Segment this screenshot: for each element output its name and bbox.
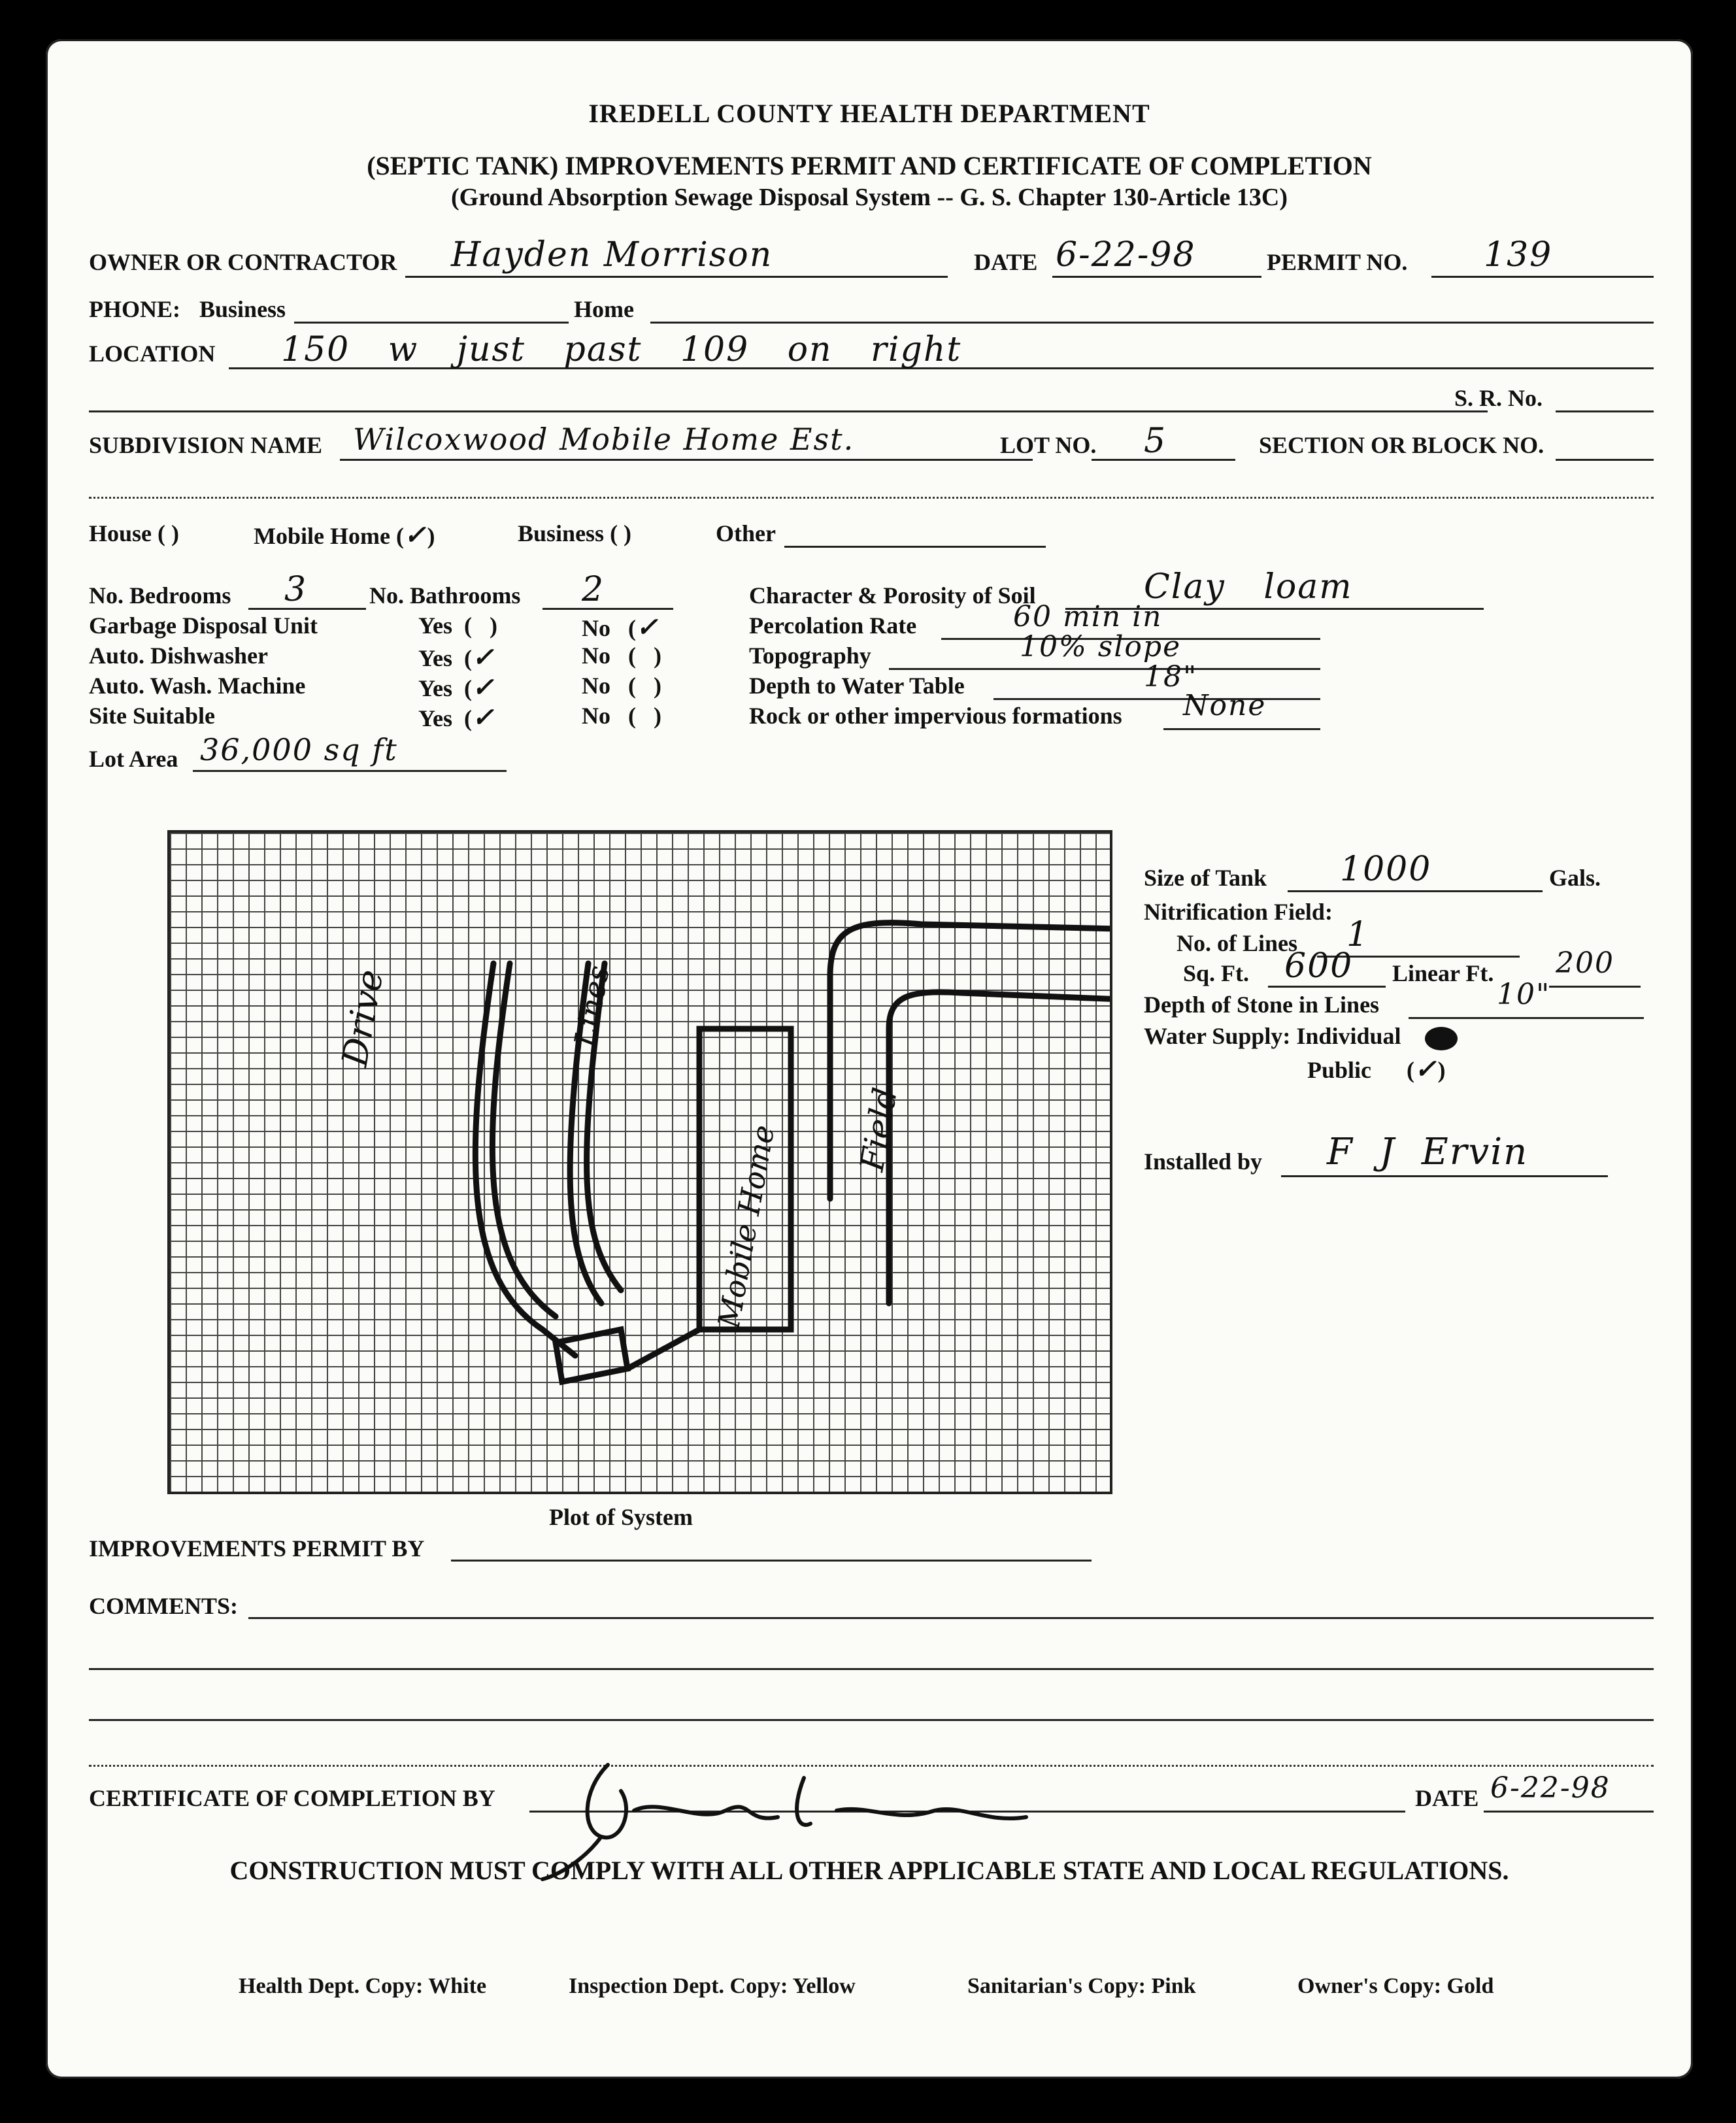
rock-label: Rock or other impervious formations bbox=[749, 703, 1122, 729]
nitrification-label: Nitrification Field: bbox=[1144, 899, 1333, 925]
tank-size-line bbox=[1288, 890, 1543, 892]
stone-line bbox=[1409, 1017, 1644, 1019]
tank-size-value: 1000 bbox=[1340, 850, 1432, 889]
owner-line bbox=[405, 276, 948, 278]
date-label: DATE bbox=[974, 249, 1038, 275]
lot-area-line bbox=[193, 770, 507, 772]
date-value: 6-22-98 bbox=[1056, 235, 1196, 275]
bathrooms-value: 2 bbox=[582, 570, 605, 609]
copy-sanitarian: Sanitarian's Copy: Pink bbox=[967, 1974, 1196, 1998]
other-label: Other bbox=[716, 520, 776, 546]
plot-label-field: Field bbox=[852, 1084, 905, 1175]
water-table-label: Depth to Water Table bbox=[749, 673, 965, 699]
linear-label: Linear Ft. bbox=[1392, 960, 1494, 986]
bedrooms-label: No. Bedrooms bbox=[89, 582, 231, 609]
phone-home-label: Home bbox=[574, 296, 634, 322]
comments-line-1 bbox=[248, 1617, 1654, 1619]
washer-no: No ( ) bbox=[582, 673, 661, 699]
rock-value: None bbox=[1183, 689, 1267, 722]
water-table-line bbox=[993, 698, 1320, 700]
section-divider bbox=[89, 497, 1654, 499]
section-line bbox=[1556, 459, 1654, 461]
location-value: 150 w just past 109 on right bbox=[281, 330, 962, 369]
stone-value: 10" bbox=[1497, 978, 1551, 1011]
plot-label-lines: Lines bbox=[567, 962, 616, 1050]
permit-form bbox=[46, 39, 1693, 2079]
lot-label: LOT NO. bbox=[1000, 432, 1097, 458]
subdivision-value: Wilcoxwood Mobile Home Est. bbox=[353, 422, 855, 457]
form-title: (SEPTIC TANK) IMPROVEMENTS PERMIT AND CERTIFICATE OF COMPLETION bbox=[367, 151, 1372, 180]
lot-area-value: 36,000 sq ft bbox=[200, 732, 398, 767]
copy-inspection: Inspection Dept. Copy: Yellow bbox=[569, 1974, 856, 1998]
subdivision-label: SUBDIVISION NAME bbox=[89, 432, 323, 458]
location-line-2 bbox=[89, 410, 1488, 412]
topography-label: Topography bbox=[749, 643, 871, 669]
section-label: SECTION OR BLOCK NO. bbox=[1259, 432, 1544, 458]
sqft-label: Sq. Ft. bbox=[1183, 960, 1250, 986]
sqft-line bbox=[1268, 986, 1386, 988]
plot-caption: Plot of System bbox=[549, 1504, 693, 1530]
plot-label-drive: Drive bbox=[333, 966, 392, 1070]
garbage-yes: Yes ( ) bbox=[418, 612, 497, 639]
improvements-line bbox=[451, 1560, 1092, 1562]
bathrooms-line bbox=[542, 608, 673, 610]
washer-yes: Yes (✓ bbox=[418, 672, 495, 703]
certificate-date-line bbox=[1484, 1811, 1654, 1813]
site-yes: Yes (✓ bbox=[418, 702, 495, 733]
location-label: LOCATION bbox=[89, 341, 216, 367]
plot-grid bbox=[167, 830, 1112, 1494]
permit-value: 139 bbox=[1484, 235, 1553, 275]
copy-health: Health Dept. Copy: White bbox=[239, 1974, 487, 1998]
other-line bbox=[784, 546, 1046, 548]
certificate-date-value: 6-22-98 bbox=[1490, 1771, 1611, 1805]
bedrooms-value: 3 bbox=[284, 570, 308, 609]
site-no: No ( ) bbox=[582, 703, 661, 729]
permit-line bbox=[1431, 276, 1654, 278]
perc-value: 60 min in bbox=[1013, 600, 1163, 633]
stone-label: Depth of Stone in Lines bbox=[1144, 992, 1380, 1018]
water-table-value: 18" bbox=[1144, 660, 1198, 694]
plot-label-home: Mobile Home bbox=[710, 1122, 782, 1331]
phone-business-line bbox=[294, 322, 569, 324]
perc-label: Percolation Rate bbox=[749, 612, 917, 639]
garbage-label: Garbage Disposal Unit bbox=[89, 612, 318, 639]
lines-label: No. of Lines bbox=[1177, 930, 1298, 956]
water-individual-mark bbox=[1425, 1027, 1458, 1050]
rock-line bbox=[1163, 728, 1320, 730]
water-public-label: Public (✓) bbox=[1307, 1054, 1446, 1084]
tank-size-label: Size of Tank bbox=[1144, 865, 1267, 891]
agency-title: IREDELL COUNTY HEALTH DEPARTMENT bbox=[588, 99, 1150, 128]
comments-line-2 bbox=[89, 1668, 1654, 1670]
installed-line bbox=[1281, 1175, 1608, 1177]
owner-value: Hayden Morrison bbox=[451, 235, 773, 275]
sr-label: S. R. No. bbox=[1454, 385, 1543, 411]
soil-character-value: Clay loam bbox=[1144, 567, 1353, 607]
owner-label: OWNER OR CONTRACTOR bbox=[89, 249, 397, 275]
certificate-label: CERTIFICATE OF COMPLETION BY bbox=[89, 1785, 495, 1811]
phone-business-label: Business bbox=[199, 296, 286, 322]
lot-value: 5 bbox=[1144, 422, 1167, 461]
improvements-label: IMPROVEMENTS PERMIT BY bbox=[89, 1535, 425, 1562]
topography-line bbox=[889, 668, 1320, 670]
bathrooms-label: No. Bathrooms bbox=[369, 582, 521, 609]
regulations-notice: CONSTRUCTION MUST COMPLY WITH ALL OTHER APPLICABLE STATE AND LOCAL REGULATIONS. bbox=[229, 1856, 1509, 1885]
phone-home-line bbox=[650, 322, 1654, 324]
linear-line bbox=[1549, 986, 1641, 988]
garbage-no: No (✓ bbox=[582, 612, 659, 643]
sqft-value: 600 bbox=[1284, 946, 1354, 986]
dishwasher-no: No ( ) bbox=[582, 643, 661, 669]
form-subtitle: (Ground Absorption Sewage Disposal System -- G. S. Chapter 130-Article 13C) bbox=[450, 184, 1288, 211]
certificate-date-label: DATE bbox=[1415, 1785, 1479, 1811]
comments-line-3 bbox=[89, 1719, 1654, 1721]
dishwasher-yes: Yes (✓ bbox=[418, 642, 495, 673]
soil-character-label: Character & Porosity of Soil bbox=[749, 582, 1036, 609]
date-line bbox=[1052, 276, 1261, 278]
site-label: Site Suitable bbox=[89, 703, 216, 729]
sr-line bbox=[1556, 410, 1654, 412]
installed-value: F J Ervin bbox=[1327, 1131, 1529, 1173]
washer-label: Auto. Wash. Machine bbox=[89, 673, 306, 699]
business-option: Business ( ) bbox=[518, 520, 632, 546]
lot-area-label: Lot Area bbox=[89, 746, 178, 772]
water-supply-label: Water Supply: Individual bbox=[1144, 1022, 1458, 1050]
copy-owner: Owner's Copy: Gold bbox=[1297, 1974, 1494, 1998]
house-option: House ( ) bbox=[89, 520, 179, 546]
comments-label: COMMENTS: bbox=[89, 1593, 238, 1619]
topography-value: 10% slope bbox=[1020, 630, 1182, 663]
dishwasher-label: Auto. Dishwasher bbox=[89, 643, 269, 669]
linear-value: 200 bbox=[1556, 946, 1614, 980]
permit-label: PERMIT NO. bbox=[1267, 249, 1408, 275]
lines-value: 1 bbox=[1346, 915, 1370, 954]
tank-gals-label: Gals. bbox=[1549, 865, 1601, 891]
mobile-home-option: Mobile Home (✓) bbox=[254, 520, 435, 550]
installed-label: Installed by bbox=[1144, 1148, 1263, 1175]
subdivision-line bbox=[340, 459, 1033, 461]
plot-sketch bbox=[170, 833, 1110, 1492]
phone-label: PHONE: bbox=[89, 296, 180, 322]
